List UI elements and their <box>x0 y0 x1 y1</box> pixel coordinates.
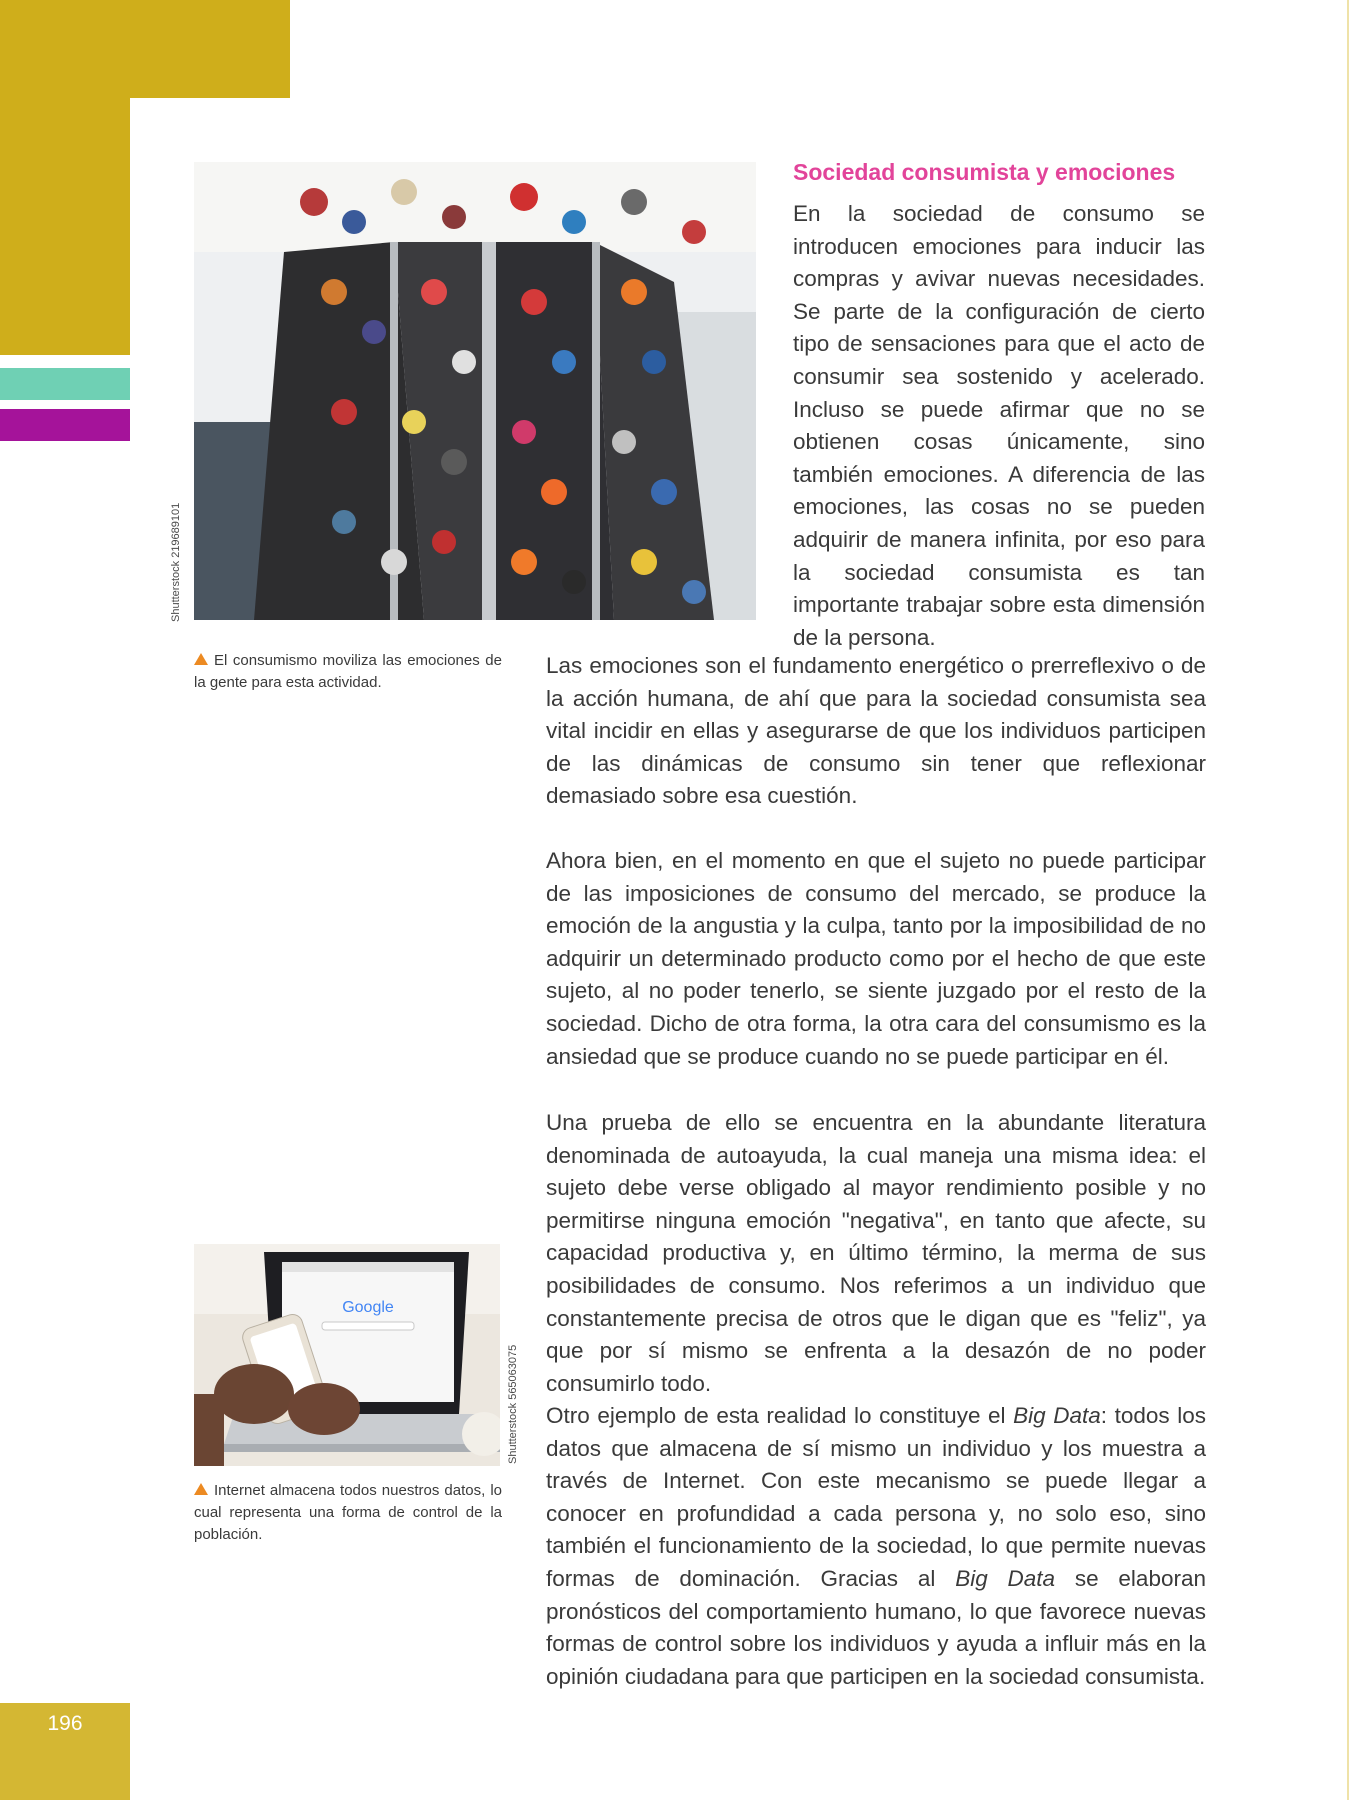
big-data-term: Big Data <box>955 1565 1056 1591</box>
paragraph-text: Las emociones son el fundamento energético o prerreflexivo o de la acción humana, de ahí que para la sociedad consumista sea vital incidir en ellas y asegurarse de que los individuos participen de las dinámicas de consumo sin tener que reflexionar demasiado sobre esa cuestión. <box>546 653 1206 809</box>
laptop-phone-illustration <box>194 1244 500 1466</box>
corner-decoration <box>0 0 290 98</box>
escalator-crowd-illustration <box>194 162 756 620</box>
body-paragraph-4 <box>546 1400 1206 1693</box>
body-paragraph-1 <box>546 650 1206 813</box>
caption-text: El consumismo moviliza las emociones de la gente para esta actividad. <box>194 652 502 691</box>
big-data-term: Big Data <box>1013 1403 1101 1428</box>
photo-credit-2: Shutterstock 565063075 <box>507 1344 519 1464</box>
page-edge-rule <box>1347 0 1349 1800</box>
escalator-crowd-photo <box>194 162 756 620</box>
side-band <box>0 98 130 355</box>
paragraph-text <box>546 1400 1206 1693</box>
text-run: : todos los datos que almacena de sí mismo un individuo y los muestra a través de Internet. Con este mecanismo se puede llegar a conocer en profundidad a cada persona y, no solo eso, sino también el funcionamiento de la sociedad, lo que permite nuevas formas de dominación. Gracias al <box>546 1403 1206 1591</box>
paragraph-text: Una prueba de ello se encuentra en la abundante literatura denominada de autoayuda, la cual maneja una misma idea: el sujeto debe verse obligado al mayor rendimiento posible y no permitirse ninguna emoción "negativa", en tanto que afecte, su capacidad productiva y, en último término, la merma de sus posibilidades de consumo. Nos referimos a un individuo que constantemente precisa de otros que le digan que es "feliz", ya que por sí mismo se enfrenta a la desazón de no poder consumirlo todo. <box>546 1110 1206 1396</box>
google-logo: Google <box>342 1299 394 1316</box>
page-number: 196 <box>47 1712 83 1735</box>
intro-text: En la sociedad de consumo se introducen emociones para inducir las compras y avivar nuevas necesidades. Se parte de la configuración de cierto tipo de sensaciones para que el acto de consumir sea sostenido y acelerado. Incluso se puede afirmar que no se obtienen cosas únicamente, sino también emociones. A diferencia de las emociones, las cosas no se pueden adquirir de manera infinita, por eso para la sociedad consumista es tan importante trabajar sobre esta dimensión de la persona. <box>793 201 1205 650</box>
paragraph-text: Ahora bien, en el momento en que el sujeto no puede participar de las imposiciones de consumo del mercado, se produce la emoción de la angustia y la culpa, tanto por la imposibilidad de no adquirir un determinado producto como por el hecho de que este sujeto, al no poder tenerlo, se siente juzgado por el resto de la sociedad. Dicho de otra forma, la otra cara del consumismo es la ansiedad que se produce cuando no se puede participar en él. <box>546 848 1206 1069</box>
teal-stripe <box>0 368 130 400</box>
magenta-stripe <box>0 409 130 441</box>
photo-credit-1: Shutterstock 219689101 <box>170 502 182 622</box>
body-paragraph-2 <box>546 845 1206 1073</box>
body-paragraph-3 <box>546 1107 1206 1400</box>
caption-triangle-icon <box>194 1483 208 1495</box>
caption-triangle-icon <box>194 653 208 665</box>
text-run: se elaboran pronósticos del comportamiento humano, lo que favorece nuevas formas de control sobre los individuos y ayuda a influir más en la opinión ciudadana para que participen en la sociedad consumista. <box>546 1565 1206 1689</box>
photo-caption-1 <box>194 650 502 694</box>
photo-caption-2 <box>194 1480 502 1546</box>
laptop-phone-photo <box>194 1244 500 1466</box>
text-run: Otro ejemplo de esta realidad lo constituye el <box>546 1403 1014 1428</box>
intro-paragraph <box>793 198 1205 654</box>
caption-text: Internet almacena todos nuestros datos, lo cual representa una forma de control de la población. <box>194 1482 502 1543</box>
section-heading: Sociedad consumista y emociones <box>793 159 1176 185</box>
